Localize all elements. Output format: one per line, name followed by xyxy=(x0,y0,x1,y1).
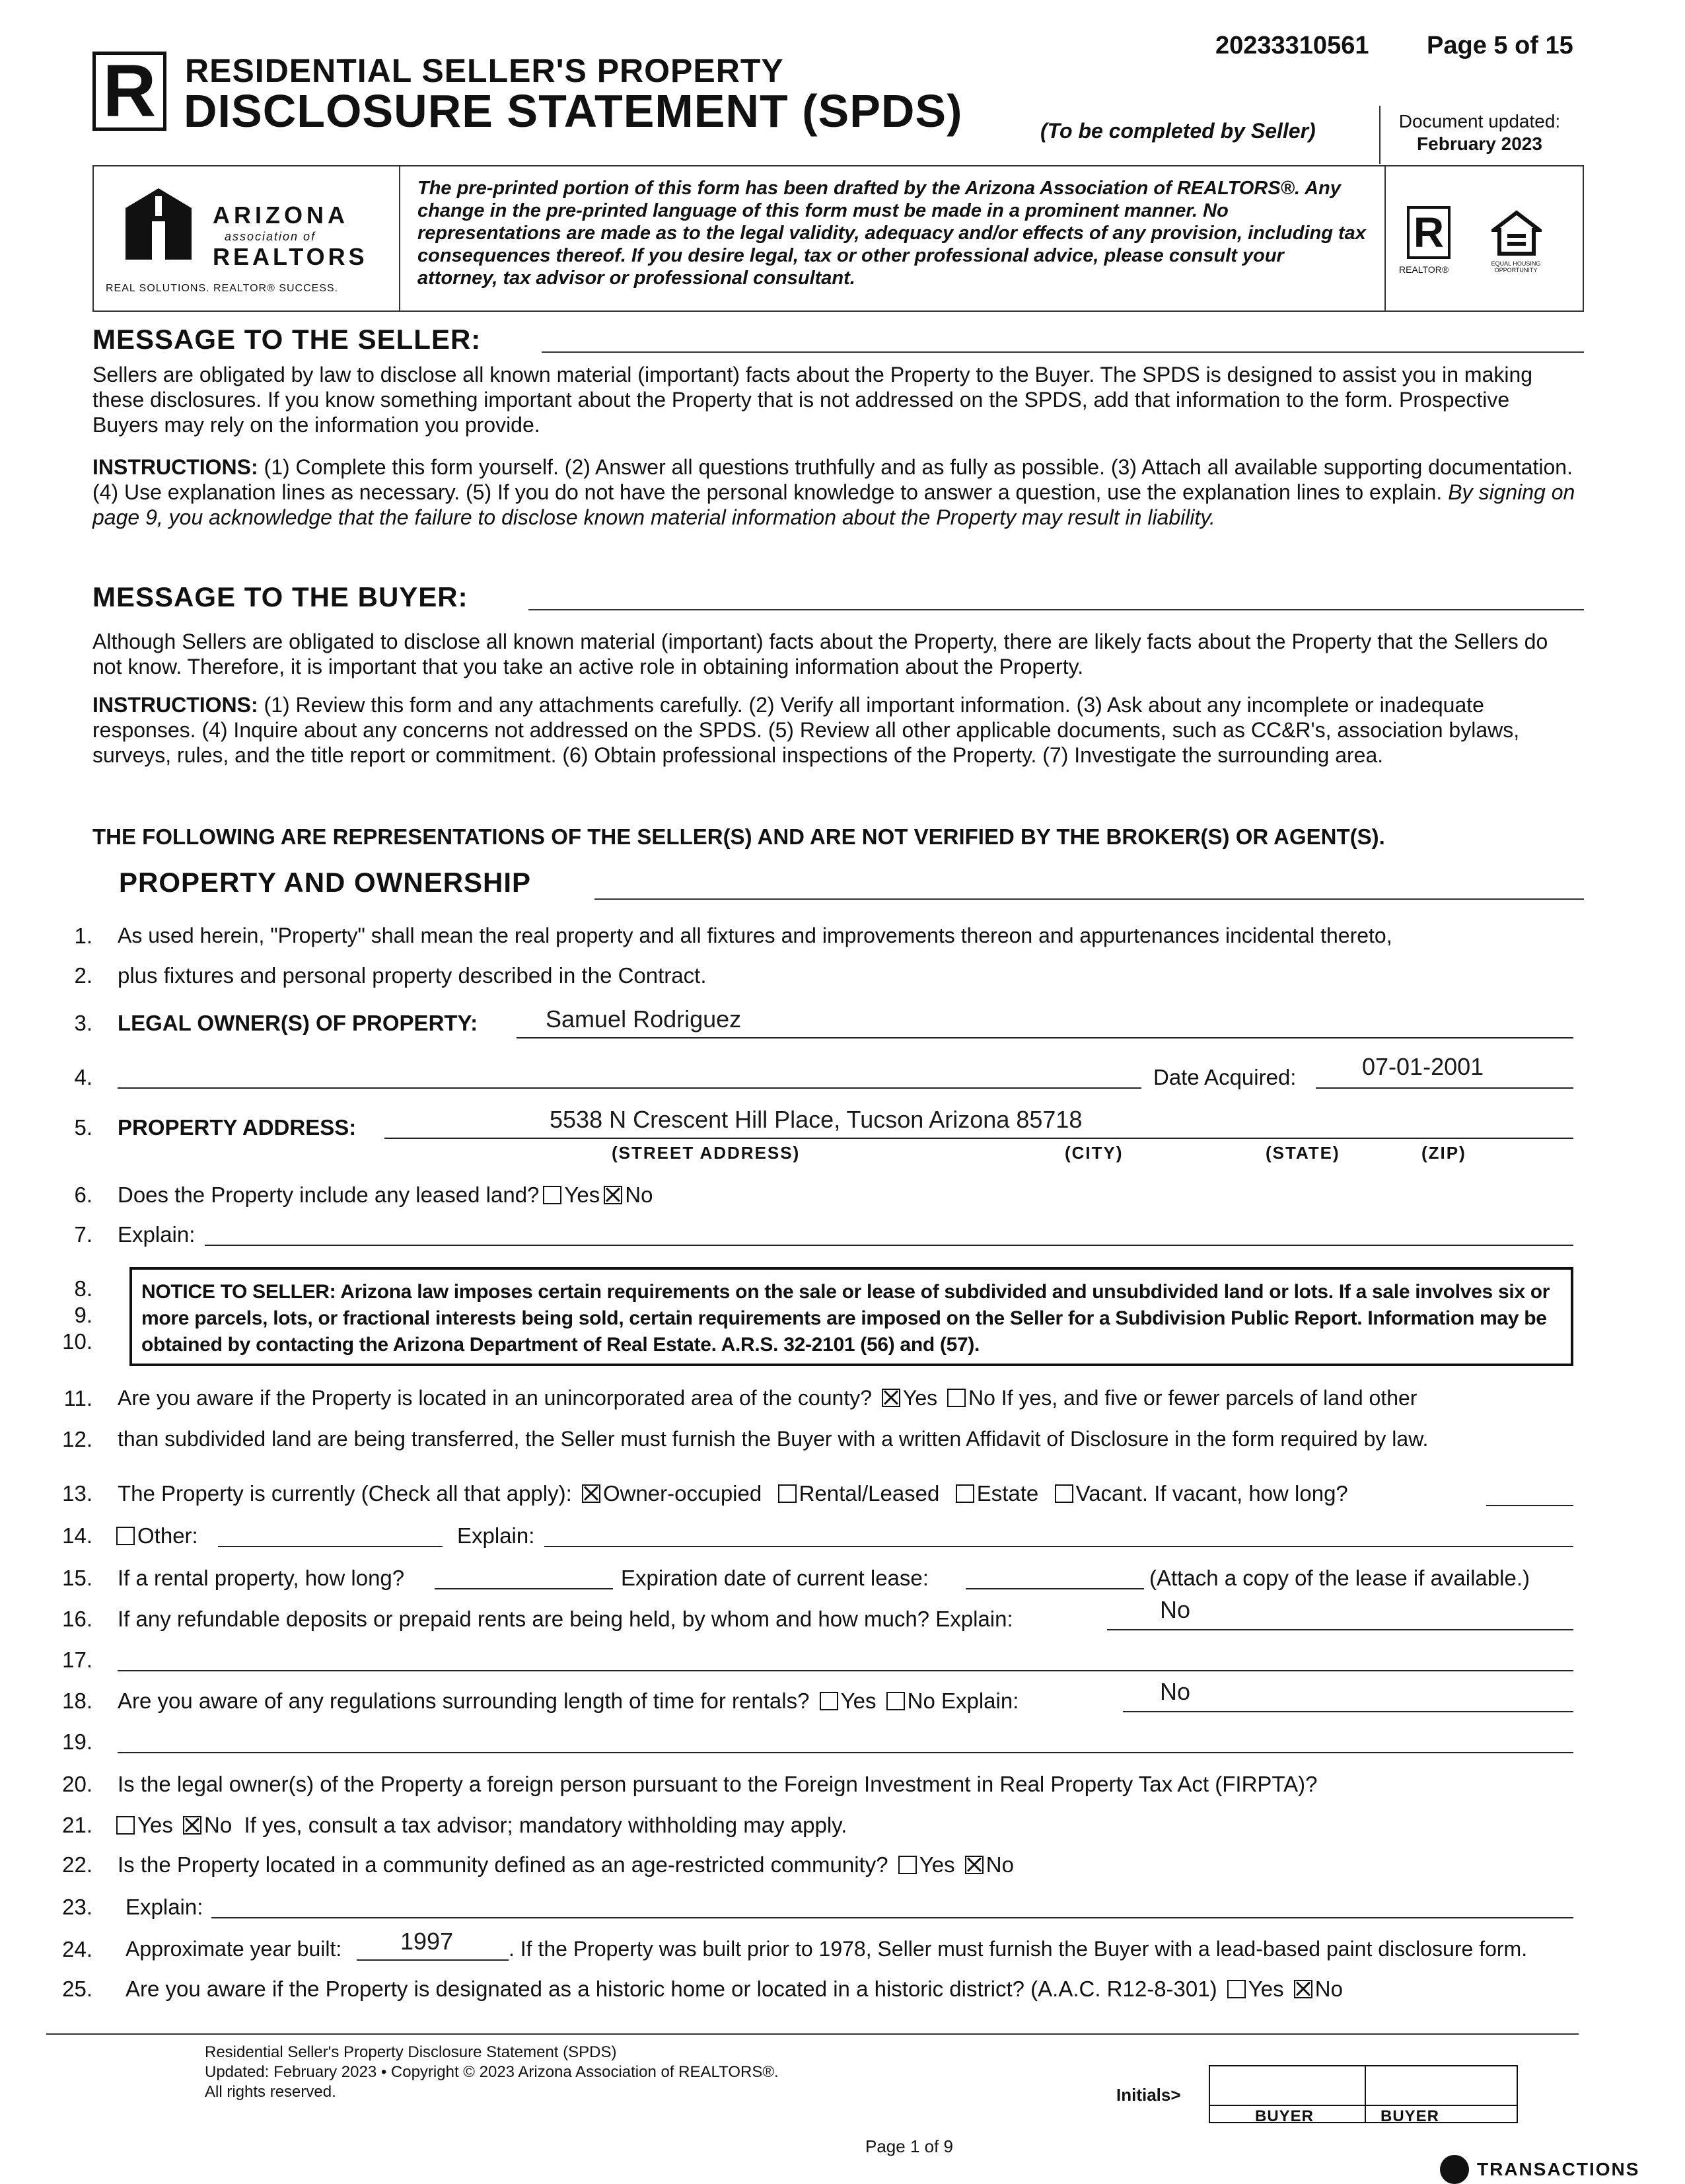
explain-label: Explain: xyxy=(941,1689,1019,1713)
address-zip-caption: (ZIP) xyxy=(1421,1143,1466,1163)
age-restricted-question: Is the Property located in a community defined as an age-restricted community? xyxy=(118,1852,888,1877)
divider xyxy=(528,609,1584,610)
line-12-text: than subdivided land are being transferred, the Seller must furnish the Buyer with a written Affidavit of Disclosure in the form required by law. xyxy=(118,1427,1429,1451)
realtor-mark: REALTOR® xyxy=(1399,264,1449,275)
section-title: PROPERTY AND OWNERSHIP xyxy=(119,867,532,898)
rental-duration-label: If a rental property, how long? xyxy=(118,1566,405,1590)
footer-legal xyxy=(205,2043,779,2102)
divider xyxy=(594,898,1584,900)
doc-updated-date: February 2023 xyxy=(1417,133,1542,154)
yes-label: Yes xyxy=(137,1813,173,1837)
line-number: 7. xyxy=(74,1222,92,1247)
rental-regulations-question: Are you aware of any regulations surrounding length of time for rentals? xyxy=(118,1689,810,1713)
year-built-label: Approximate year built: xyxy=(125,1937,342,1961)
address-city-caption: (CITY) xyxy=(1065,1143,1124,1163)
rental-duration-field[interactable] xyxy=(435,1588,613,1589)
no-label: No xyxy=(968,1386,995,1410)
age-restricted-yes-checkbox[interactable] xyxy=(898,1856,917,1874)
leased-land-yes-checkbox[interactable] xyxy=(543,1186,561,1204)
attach-lease-note: (Attach a copy of the lease if available.) xyxy=(1149,1566,1530,1590)
line-1-text: As used herein, "Property" shall mean the real property and all fixtures and improvements thereon and appurtenances incidental thereto, xyxy=(118,924,1392,947)
date-acquired-label: Date Acquired: xyxy=(1153,1065,1297,1089)
line-21 xyxy=(112,1813,847,1838)
logo-assoc: association of xyxy=(225,230,316,243)
line-number: 5. xyxy=(74,1115,92,1140)
age-restricted-no-checkbox[interactable] xyxy=(965,1856,984,1874)
transactions-label: TRANSACTIONS xyxy=(1477,2159,1640,2179)
owner-field-line xyxy=(517,1037,1573,1038)
page-footer: Page 1 of 9 xyxy=(865,2136,953,2156)
divider xyxy=(1379,106,1380,164)
line-number: 24. xyxy=(62,1937,92,1961)
unincorporated-question: Are you aware if the Property is located in an unincorporated area of the county? xyxy=(118,1386,873,1410)
deposits-field-line xyxy=(1107,1629,1573,1630)
line-19-field[interactable] xyxy=(118,1752,1573,1753)
equal-housing-label: EQUAL HOUSING OPPORTUNITY xyxy=(1491,260,1541,273)
line-number: 25. xyxy=(62,1977,92,2001)
divider xyxy=(1209,2105,1518,2106)
logo-tagline: REAL SOLUTIONS. REALTOR® SUCCESS. xyxy=(106,283,339,294)
instr-text: (1) Complete this form yourself. (2) Answer all questions truthfully and as fully as possible. (3) Attach all available supporting documentation. (4) Use explanation lines as necessary. (5) If you do not have the personal knowledge to answer a question, use the explanation lines to explain. xyxy=(92,455,1573,504)
deposits-question: If any refundable deposits or prepaid rents are being held, by whom and how much? Explain: xyxy=(118,1607,1013,1631)
rental-leased-label: Rental/Leased xyxy=(799,1481,940,1506)
line-number: 21. xyxy=(62,1813,92,1837)
rental-leased-checkbox[interactable] xyxy=(778,1484,797,1503)
line-18 xyxy=(118,1689,1019,1714)
deposits-answer-field[interactable]: No xyxy=(1160,1596,1191,1623)
lead-paint-note: . If the Property was built prior to 1978, Seller must furnish the Buyer with a lead-based paint disclosure form. xyxy=(509,1937,1528,1961)
line-number: 20. xyxy=(62,1772,92,1796)
notice-text: NOTICE TO SELLER: Arizona law imposes certain requirements on the sale or lease of subdivided and unsubdivided land or lots. If a sale involves six or more parcels, lots, or fractional interests being sold, certain requirements are imposed on the Seller for a Subdivision Public Report. Information may be obtained by contacting the Arizona Department of Real Estate. A.R.S. 32-2101 (56) and (57). xyxy=(141,1281,1550,1356)
historic-question: Are you aware if the Property is designated as a historic home or located in a historic district? (A.A.C. R12-8-301) xyxy=(125,1977,1217,2001)
line-number: 15. xyxy=(62,1566,92,1590)
logo-realtors: REALTORS xyxy=(213,243,368,270)
line-11 xyxy=(118,1386,1417,1410)
initials-label: Initials> xyxy=(1116,2085,1181,2105)
document-number: 20233310561 xyxy=(1215,32,1369,59)
other-label: Other: xyxy=(137,1523,198,1548)
r-logo-icon: R xyxy=(92,52,166,131)
realtor-r-icon: R xyxy=(1407,206,1451,259)
property-address-field[interactable]: 5538 N Crescent Hill Place, Tucson Arizona 85718 xyxy=(550,1106,1083,1133)
address-state-caption: (STATE) xyxy=(1266,1143,1340,1163)
arizona-realtors-logo-icon xyxy=(119,182,198,261)
line-number: 12. xyxy=(62,1427,92,1451)
instr-label: INSTRUCTIONS: xyxy=(92,693,258,717)
line-number: 13. xyxy=(62,1481,92,1506)
estate-checkbox[interactable] xyxy=(956,1484,974,1503)
instr-text: (1) Review this form and any attachments carefully. (2) Verify all important information. (3) Ask about any incomplete or inadequate responses. (4) Inquire about any concerns not addressed on the SPDS. (5) Review all other applicable documents, such as CC&R's, association bylaws, surveys, rules, and the title report or commitment. (6) Obtain professional inspections of the Property. (7) Investigate the surrounding area. xyxy=(92,693,1520,767)
regulations-answer-field[interactable]: No xyxy=(1160,1678,1191,1705)
line-23-explain-field[interactable] xyxy=(211,1917,1573,1918)
no-label: No xyxy=(625,1183,653,1207)
instr-label: INSTRUCTIONS: xyxy=(92,455,258,479)
explain-label: Explain: xyxy=(118,1222,196,1247)
page-indicator: Page 5 of 15 xyxy=(1427,32,1573,59)
firpta-note: If yes, consult a tax advisor; mandatory withholding may apply. xyxy=(244,1813,847,1837)
equal-housing-icon xyxy=(1491,210,1542,256)
legal-owner-field[interactable]: Samuel Rodriguez xyxy=(546,1005,742,1033)
logo-arizona: ARIZONA xyxy=(213,201,349,229)
seller-instructions xyxy=(92,455,1579,530)
line-25 xyxy=(125,1977,1343,2002)
line-14 xyxy=(112,1523,198,1548)
line-number: 18. xyxy=(62,1689,92,1713)
historic-yes-checkbox[interactable] xyxy=(1227,1980,1246,1998)
explain-label: Explain: xyxy=(457,1523,535,1548)
instr-italic: By signing on page 9, you acknowledge that the failure to disclose known material information about the Property may result in liability. xyxy=(92,480,1575,529)
date-acquired-field[interactable]: 07-01-2001 xyxy=(1362,1053,1484,1080)
buyer-label-2: BUYER xyxy=(1380,2107,1440,2125)
other-field[interactable] xyxy=(218,1546,443,1547)
line-14-explain-field[interactable] xyxy=(544,1546,1573,1547)
line-number: 1. xyxy=(74,924,92,948)
line-13 xyxy=(118,1481,1348,1506)
line-number: 22. xyxy=(62,1852,92,1877)
buyer-initials-field-1[interactable] xyxy=(1210,2066,1363,2103)
year-built-field-line xyxy=(357,1959,509,1961)
line-number: 6. xyxy=(74,1183,92,1207)
doc-updated-label: Document updated: xyxy=(1398,111,1561,131)
line-number: 10. xyxy=(62,1329,92,1354)
regulations-yes-checkbox[interactable] xyxy=(820,1692,838,1710)
line-number: 8. xyxy=(74,1276,92,1301)
line-number: 3. xyxy=(74,1011,92,1035)
unincorporated-yes-checkbox[interactable] xyxy=(882,1389,900,1407)
date-field-line xyxy=(1316,1087,1573,1089)
legal-owner-label: LEGAL OWNER(S) OF PROPERTY: xyxy=(118,1011,478,1035)
yes-label: Yes xyxy=(1248,1977,1284,2001)
buyer-heading: MESSAGE TO THE BUYER: xyxy=(92,581,468,612)
no-label: No xyxy=(907,1689,935,1713)
unincorporated-no-checkbox[interactable] xyxy=(947,1389,966,1407)
line-number: 14. xyxy=(62,1523,92,1548)
representations-note: THE FOLLOWING ARE REPRESENTATIONS OF THE SELLER(S) AND ARE NOT VERIFIED BY THE BROKER(S) OR AGENT(S). xyxy=(92,824,1385,849)
historic-no-checkbox[interactable] xyxy=(1294,1980,1312,1998)
seller-message: Sellers are obligated by law to disclose all known material (important) facts about the Property to the Buyer. The SPDS is designed to assist you in making these disclosures. If you know something important about the Property that is not addressed on the SPDS, add that information to the form. Prospective Buyers may rely on the information you provide. xyxy=(92,363,1533,437)
vacant-checkbox[interactable] xyxy=(1055,1484,1073,1503)
line-number: 11. xyxy=(63,1386,92,1410)
line-number: 16. xyxy=(62,1607,92,1631)
divider xyxy=(1365,2065,1366,2123)
line-17-field[interactable] xyxy=(118,1670,1573,1671)
line-6 xyxy=(118,1183,653,1208)
lease-expiration-field[interactable] xyxy=(966,1588,1144,1589)
footer-line1: Residential Seller's Property Disclosure Statement (SPDS) xyxy=(205,2043,617,2061)
notice-box xyxy=(129,1267,1573,1366)
line-11-continued: If yes, and five or fewer parcels of land other xyxy=(1001,1386,1417,1410)
address-field-line xyxy=(384,1138,1573,1139)
footer-line3: All rights reserved. xyxy=(205,2083,336,2101)
buyer-initials-field-2[interactable] xyxy=(1367,2066,1517,2103)
line-number: 17. xyxy=(62,1648,92,1672)
firpta-yes-checkbox[interactable] xyxy=(116,1816,135,1835)
divider xyxy=(1384,165,1386,312)
line-4-field[interactable] xyxy=(118,1087,1141,1089)
buyer-instructions xyxy=(92,692,1579,768)
year-built-field[interactable]: 1997 xyxy=(400,1928,454,1955)
transactions-logo-icon xyxy=(1440,2155,1469,2184)
title-line2: DISCLOSURE STATEMENT (SPDS) xyxy=(184,85,963,137)
other-checkbox[interactable] xyxy=(116,1527,135,1545)
line-number: 19. xyxy=(62,1729,92,1754)
divider xyxy=(542,351,1584,353)
firpta-no-checkbox[interactable] xyxy=(183,1816,201,1835)
line-7-explain-field[interactable] xyxy=(205,1245,1573,1246)
firpta-question: Is the legal owner(s) of the Property a foreign person pursuant to the Foreign Investment in Real Property Tax Act (FIRPTA)? xyxy=(118,1772,1318,1796)
vacant-duration-field[interactable] xyxy=(1486,1505,1573,1506)
footer-divider xyxy=(46,2033,1579,2035)
line-number: 23. xyxy=(62,1895,92,1919)
owner-occupied-checkbox[interactable] xyxy=(582,1484,600,1503)
property-address-label: PROPERTY ADDRESS: xyxy=(118,1115,357,1140)
seller-heading: MESSAGE TO THE SELLER: xyxy=(92,324,482,355)
line-2-text: plus fixtures and personal property described in the Contract. xyxy=(118,963,707,988)
disclaimer-text: The pre-printed portion of this form has been drafted by the Arizona Association of REALTORS®. Any change in the pre-printed language of this form must be made in a prominent manner. No representations are made as to the legal validity, adequacy and/or effects of any provision, including tax consequences thereof. If you desire legal, tax or other professional advice, please consult your attorney, tax advisor or professional consultant. xyxy=(417,178,1366,289)
leased-land-question: Does the Property include any leased land? xyxy=(118,1183,540,1207)
line-number: 2. xyxy=(74,963,92,988)
no-label: No xyxy=(1314,1977,1343,2001)
vacant-label: Vacant. If vacant, how long? xyxy=(1075,1481,1348,1506)
no-label: No xyxy=(986,1852,1014,1877)
footer-line2: Updated: February 2023 • Copyright © 2023 Arizona Association of REALTORS®. xyxy=(205,2063,779,2081)
explain-label: Explain: xyxy=(125,1895,203,1919)
property-status-question: The Property is currently (Check all that apply): xyxy=(118,1481,572,1506)
lease-expiration-label: Expiration date of current lease: xyxy=(621,1566,929,1590)
owner-occupied-label: Owner-occupied xyxy=(602,1481,762,1506)
yes-label: Yes xyxy=(564,1183,600,1207)
address-street-caption: (STREET ADDRESS) xyxy=(612,1143,801,1163)
line-number: 9. xyxy=(74,1303,92,1327)
divider xyxy=(399,165,400,312)
leased-land-no-checkbox[interactable] xyxy=(604,1186,622,1204)
line-22 xyxy=(118,1852,1014,1877)
yes-label: Yes xyxy=(902,1386,938,1410)
title-line1: RESIDENTIAL SELLER'S PROPERTY xyxy=(185,52,784,89)
buyer-label-1: BUYER xyxy=(1255,2107,1314,2125)
regulations-field-line xyxy=(1123,1711,1573,1712)
yes-label: Yes xyxy=(840,1689,877,1713)
yes-label: Yes xyxy=(919,1852,955,1877)
regulations-no-checkbox[interactable] xyxy=(886,1692,905,1710)
title-note: (To be completed by Seller) xyxy=(1040,119,1316,143)
estate-label: Estate xyxy=(976,1481,1039,1506)
no-label: No xyxy=(204,1813,233,1837)
buyer-message: Although Sellers are obligated to disclose all known material (important) facts about the Property, there are likely facts about the Property that the Sellers do not know. Therefore, it is important that you take an active role in obtaining information about the Property. xyxy=(92,630,1548,678)
line-number: 4. xyxy=(74,1065,92,1089)
